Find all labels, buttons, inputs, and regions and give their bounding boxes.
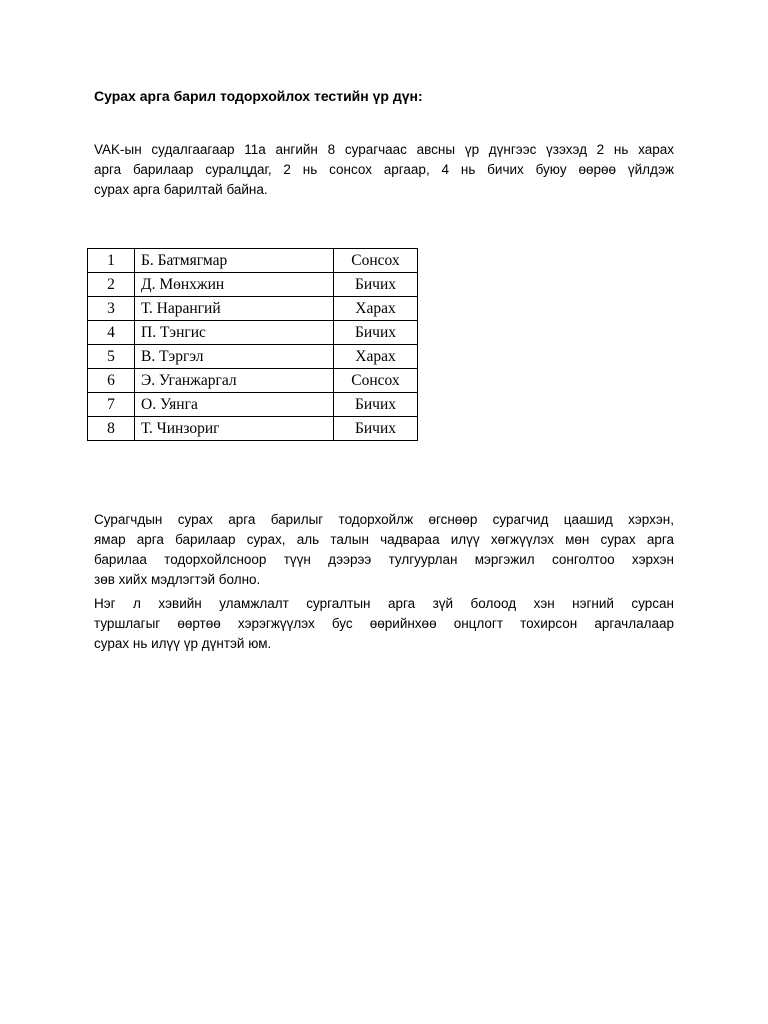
conclusion-line: зөв хийх мэдлэгтэй болно.: [94, 572, 261, 587]
intro-line: арга барилаар суралцдаг, 2 нь сонсох аргаар, 4 нь бичих буюу өөрөө үйлдэж: [94, 162, 674, 177]
row-number: 7: [88, 393, 135, 417]
closing-line: сурах нь илүү үр дүнтэй юм.: [94, 636, 272, 651]
closing-line: туршлагыг өөртөө хэрэгжүүлэх бус өөрийнхөө онцлогт тохирсон аргачлалаар: [94, 616, 674, 631]
row-number: 4: [88, 321, 135, 345]
student-name: Т. Нарангий: [135, 297, 334, 321]
row-number: 1: [88, 249, 135, 273]
table-row: [88, 345, 418, 369]
student-name: О. Уянга: [135, 393, 334, 417]
learning-style: Бичих: [334, 321, 418, 345]
learning-style: Бичих: [334, 393, 418, 417]
learning-style: Харах: [334, 297, 418, 321]
table-row: [88, 417, 418, 441]
learning-style: Сонсох: [334, 249, 418, 273]
learning-style: Харах: [334, 345, 418, 369]
table-row: [88, 393, 418, 417]
intro-line: сурах арга барилтай байна.: [94, 182, 268, 197]
conclusion-line: барилаа тодорхойлсноор түүн дээрээ тулгуурлан мэргэжил сонголтоо хэрхэн: [94, 552, 674, 567]
conclusion-line: ямар арга барилаар сурах, аль талын чадвараа илүү хөгжүүлэх мөн сурах арга: [94, 532, 674, 547]
intro-line: VAK-ын судалгаагаар 11а ангийн 8 сурагчаас авсны үр дүнгээс үзэхэд 2 нь харах: [94, 142, 674, 157]
learning-style: Бичих: [334, 273, 418, 297]
student-name: В. Тэргэл: [135, 345, 334, 369]
student-name: П. Тэнгис: [135, 321, 334, 345]
student-name: Б. Батмягмар: [135, 249, 334, 273]
row-number: 8: [88, 417, 135, 441]
conclusion-paragraph: [94, 510, 674, 590]
learning-style: Сонсох: [334, 369, 418, 393]
conclusion-line: Сурагчдын сурах арга барилыг тодорхойлж өгснөөр сурагчид цаашид хэрхэн,: [94, 512, 674, 527]
table-row: [88, 297, 418, 321]
row-number: 5: [88, 345, 135, 369]
intro-paragraph: [94, 140, 674, 200]
table-row: [88, 249, 418, 273]
student-name: Э. Уганжаргал: [135, 369, 334, 393]
closing-line: Нэг л хэвийн уламжлалт сургалтын арга зүй болоод хэн нэгний сурсан: [94, 596, 674, 611]
table-row: [88, 369, 418, 393]
row-number: 6: [88, 369, 135, 393]
closing-paragraph: [94, 594, 674, 654]
table-row: [88, 273, 418, 297]
row-number: 2: [88, 273, 135, 297]
results-table: [87, 248, 418, 441]
table-row: [88, 321, 418, 345]
student-name: Т. Чинзориг: [135, 417, 334, 441]
row-number: 3: [88, 297, 135, 321]
student-name: Д. Мөнхжин: [135, 273, 334, 297]
document-title: Сурах арга барил тодорхойлох тестийн үр дүн:: [94, 88, 423, 104]
learning-style: Бичих: [334, 417, 418, 441]
